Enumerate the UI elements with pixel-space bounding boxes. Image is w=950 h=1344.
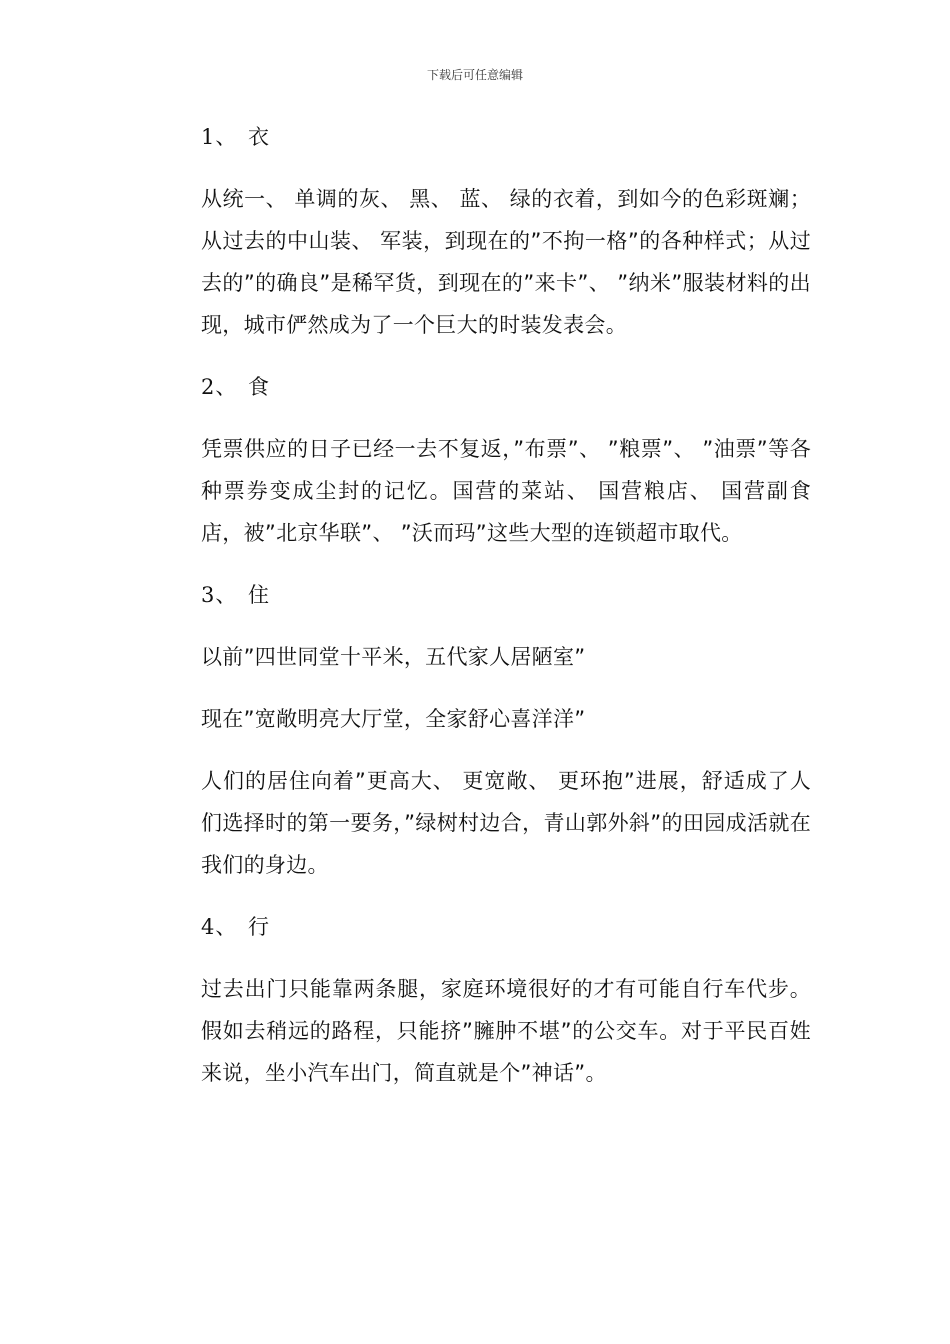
paragraph: 以前”四世同堂十平米，五代家人居陋室” (201, 645, 586, 669)
section-number: 4、 (201, 915, 238, 939)
section-title: 食 (248, 375, 270, 399)
section-heading-food (201, 366, 811, 408)
paragraph: 人们的居住向着”更高大、 更宽敞、 更环抱”进展，舒适成了人们选择时的第一要务，”绿树村边合，青山郭外斜”的田园成活就在我们的身边。 (201, 769, 811, 877)
section-number: 1、 (201, 125, 238, 149)
section-heading-transport (201, 906, 811, 948)
section-number: 2、 (201, 375, 238, 399)
section-number: 3、 (201, 583, 238, 607)
paragraph: 过去出门只能靠两条腿，家庭环境很好的才有可能自行车代步。假如去稍远的路程，只能挤”臃肿不堪”的公交车。对于平民百姓来说，坐小汽车出门，简直就是个”神话”。 (201, 977, 811, 1085)
paragraph: 从统一、 单调的灰、 黑、 蓝、 绿的衣着，到如今的色彩斑斓；从过去的中山装、 军装，到现在的”不拘一格”的各种样式；从过去的”的确良”是稀罕货，到现在的”来卡”、 ”纳米”服装材料的出现，城市俨然成为了一个巨大的时装发表会。 (201, 187, 811, 337)
section-heading-clothing (201, 116, 811, 158)
page-header: 下载后可任意编辑 (426, 68, 523, 82)
paragraph: 凭票供应的日子已经一去不复返，”布票”、 ”粮票”、 ”油票”等各种票券变成尘封的记忆。国营的菜站、 国营粮店、 国营副食店，被”北京华联”、 ”沃而玛”这些大型的连锁超市取代。 (201, 437, 811, 545)
section-heading-housing (201, 574, 811, 616)
paragraph: 现在”宽敞明亮大厅堂，全家舒心喜洋洋” (201, 707, 586, 731)
section-title: 住 (248, 583, 270, 607)
section-title: 衣 (248, 125, 270, 149)
section-title: 行 (248, 915, 270, 939)
document-body (201, 116, 811, 1114)
